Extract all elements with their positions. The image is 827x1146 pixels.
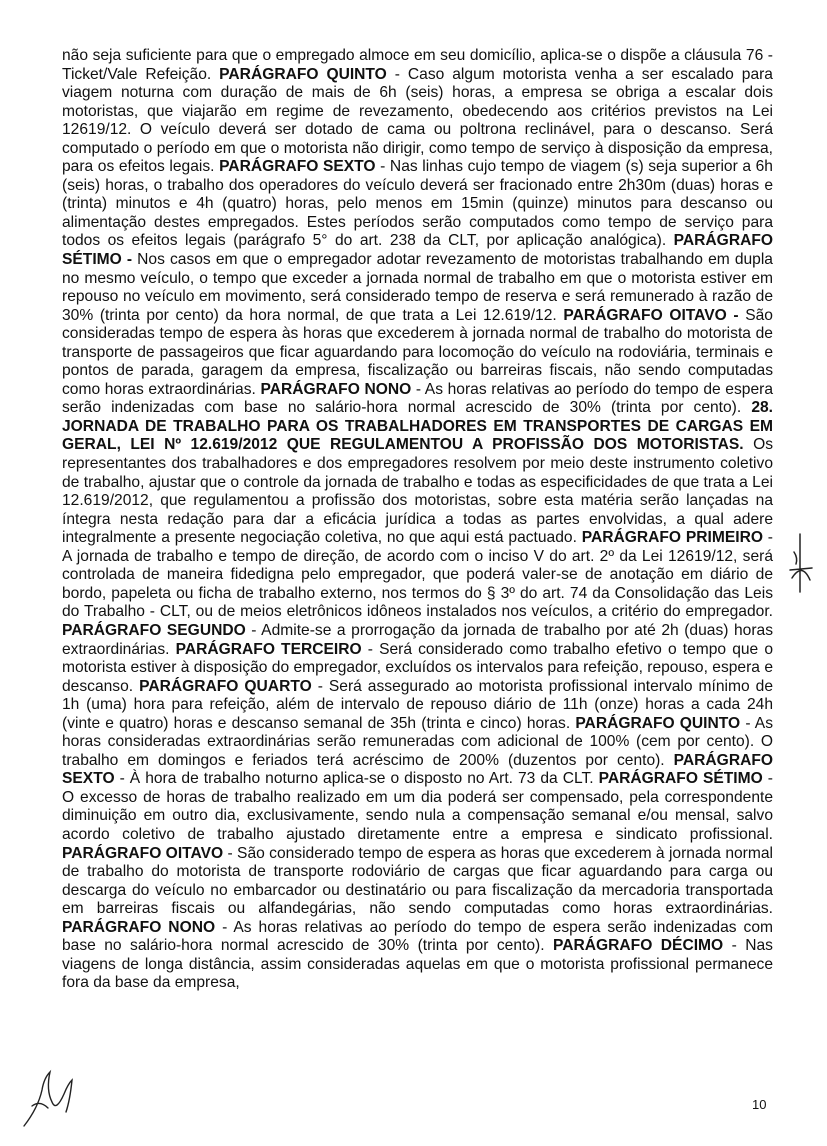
signature-initials-left: [20, 1050, 82, 1130]
section-heading: 28. JORNADA DE TRABALHO PARA OS TRABALHADORES EM TRANSPORTES DE CARGAS EM GERAL, LEI Nº 12.619/2012 QUE REGULAMENTOU A PROFISSÃO DOS MOTORISTAS.: [62, 399, 773, 454]
paragraph-heading: PARÁGRAFO TERCEIRO: [175, 640, 362, 658]
paragraph-heading: PARÁGRAFO QUINTO: [575, 714, 741, 732]
paragraph-heading: PARÁGRAFO SEXTO: [219, 158, 376, 176]
paragraph-heading: PARÁGRAFO OITAVO -: [563, 306, 739, 324]
body-text: - Será assegurado ao motorista profissional intervalo mínimo de 1h (uma) hora para refeição, além de intervalo de repouso diário de 11h (onze) horas a cada 24h (vinte e quatro) horas e descanso semanal de 35h (trinta e cinco) horas.: [62, 677, 773, 732]
body-text: - Caso algum motorista venha a ser escalado para viagem noturna com duração de mais de 6h (seis) horas, a empresa se obriga a escalar dois motoristas, que viajarão em regime de revezamento, obedecendo aos critérios previstos na Lei 12619/12. O veículo deverá ser dotado de cama ou poltrona reclinável, para o descanso. Será computado o período em que o motorista não dirigir, como tempo de serviço à disposição da empresa, para os efeitos legais.: [62, 65, 773, 176]
paragraph-heading: PARÁGRAFO QUINTO: [219, 65, 387, 83]
body-text: - As horas consideradas extraordinárias serão remuneradas com adicional de 100% (cem por cento). O trabalho em domingos e feriados terá acréscimo de 200% (duzentos por cento).: [62, 714, 773, 769]
paragraph-heading: PARÁGRAFO PRIMEIRO: [581, 529, 763, 547]
paragraph-heading: PARÁGRAFO SÉTIMO -: [62, 232, 773, 269]
body-text: - São considerado tempo de espera as horas que excederem à jornada normal de trabalho do motorista de transporte rodoviário de cargas que ficar aguardando para carga ou descarga do veículo no embarcador ou destinatário ou para fiscalização da mercadoria transportada em barreiras fiscais ou alfandegárias, não sendo computadas como horas extraordinárias.: [62, 844, 773, 918]
body-text: - As horas relativas ao período do tempo de espera serão indenizadas com base no salário-hora normal acrescido de 30% (trinta por cento).: [62, 380, 773, 417]
document-body: [62, 47, 773, 993]
signature-initials-right: [784, 532, 818, 596]
body-text: - À hora de trabalho noturno aplica-se o disposto no Art. 73 da CLT.: [119, 770, 594, 788]
paragraph-heading: PARÁGRAFO DÉCIMO: [553, 937, 724, 955]
body-text: - Nas viagens de longa distância, assim consideradas aquelas em que o motorista profissional permanece fora da base da empresa,: [62, 937, 773, 992]
body-text: Os representantes dos trabalhadores e dos empregadores resolvem por meio deste instrumento coletivo de trabalho, ajustar que o controle da jornada de trabalho e todas as especificidades de que trata a Lei 12.619/2012, que regulamentou a profissão dos motoristas, sobre esta matéria serão lançadas na íntegra nesta redação para dar a eficácia jurídica a todas as partes envolvidas, a qual adere integralmente a presente negociação coletiva, no que aqui está pactuado.: [62, 436, 773, 547]
body-text: - As horas relativas ao período do tempo de espera serão indenizadas com base no salário-hora normal acrescido de 30% (trinta por cento).: [62, 918, 773, 955]
page-number: 10: [752, 1097, 767, 1112]
paragraph-heading: PARÁGRAFO NONO: [260, 380, 412, 398]
body-text: não seja suficiente para que o empregado almoce em seu domicílio, aplica-se o dispõe a cláusula 76 - Ticket/Vale Refeição.: [62, 47, 773, 83]
body-text: Nos casos em que o empregador adotar revezamento de motoristas trabalhando em dupla no mesmo veículo, o tempo que exceder a jornada normal de trabalho em que o motorista estiver em repouso no veículo em movimento, será considerado tempo de reserva e será remunerado à razão de 30% (trinta por cento) da hora normal, de que trata a Lei 12.619/12.: [62, 251, 773, 324]
body-text: São consideradas tempo de espera às horas que excederem à jornada normal de trabalho do motorista de transporte de passageiros que ficar aguardando para locomoção do veículo na rodoviária, terminais e pontos de parada, garagem da empresa, fiscalização ou barreiras fiscais, não sendo computadas como horas extraordinárias.: [62, 306, 773, 398]
body-text: - O excesso de horas de trabalho realizado em um dia poderá ser compensado, pela correspondente diminuição em outro dia, exclusivamente, sendo nula a compensação semanal e/ou mensal, salvo acordo coletivo de trabalho ajustado diretamente entre a empresa e sindicato profissional.: [62, 770, 773, 843]
paragraph-heading: PARÁGRAFO SEGUNDO: [62, 621, 246, 639]
paragraph-heading: PARÁGRAFO SÉTIMO: [598, 770, 763, 788]
body-text: - A jornada de trabalho e tempo de direção, de acordo com o inciso V do art. 2º da Lei 12619/12, será controlada de maneira fidedigna pelo empregador, que poderá valer-se de anotação em diário de bordo, papeleta ou ficha de trabalho externo, nos termos do § 3º do art. 74 da Consolidação das Leis do Trabalho - CLT, ou de meios eletrônicos idôneos instalados nos veículos, a critério do empregador.: [62, 529, 773, 621]
body-text: - Será considerado como trabalho efetivo o tempo que o motorista estiver à disposição do empregador, excluídos os intervalos para refeição, repouso, espera e descanso.: [62, 640, 773, 695]
body-text: - Nas linhas cujo tempo de viagem (s) seja superior a 6h (seis) horas, o trabalho dos operadores do veículo deverá ser fracionado entre 2h30m (duas) horas e (trinta) minutos e 4h (quatro) horas, pelo menos em 15min (quinze) minutos para descanso ou alimentação destes empregados. Estes períodos serão computados como tempo de serviço para todos os efeitos legais (parágrafo 5° do art. 238 da CLT, por aplicação analógica).: [62, 158, 773, 250]
paragraph-heading: PARÁGRAFO QUARTO: [139, 677, 312, 695]
paragraph-heading: PARÁGRAFO SEXTO: [62, 751, 773, 788]
paragraph-heading: PARÁGRAFO OITAVO: [62, 844, 224, 862]
paragraph-heading: PARÁGRAFO NONO: [62, 918, 216, 936]
body-text: - Admite-se a prorrogação da jornada de trabalho por até 2h (duas) horas extraordinárias.: [62, 621, 773, 658]
